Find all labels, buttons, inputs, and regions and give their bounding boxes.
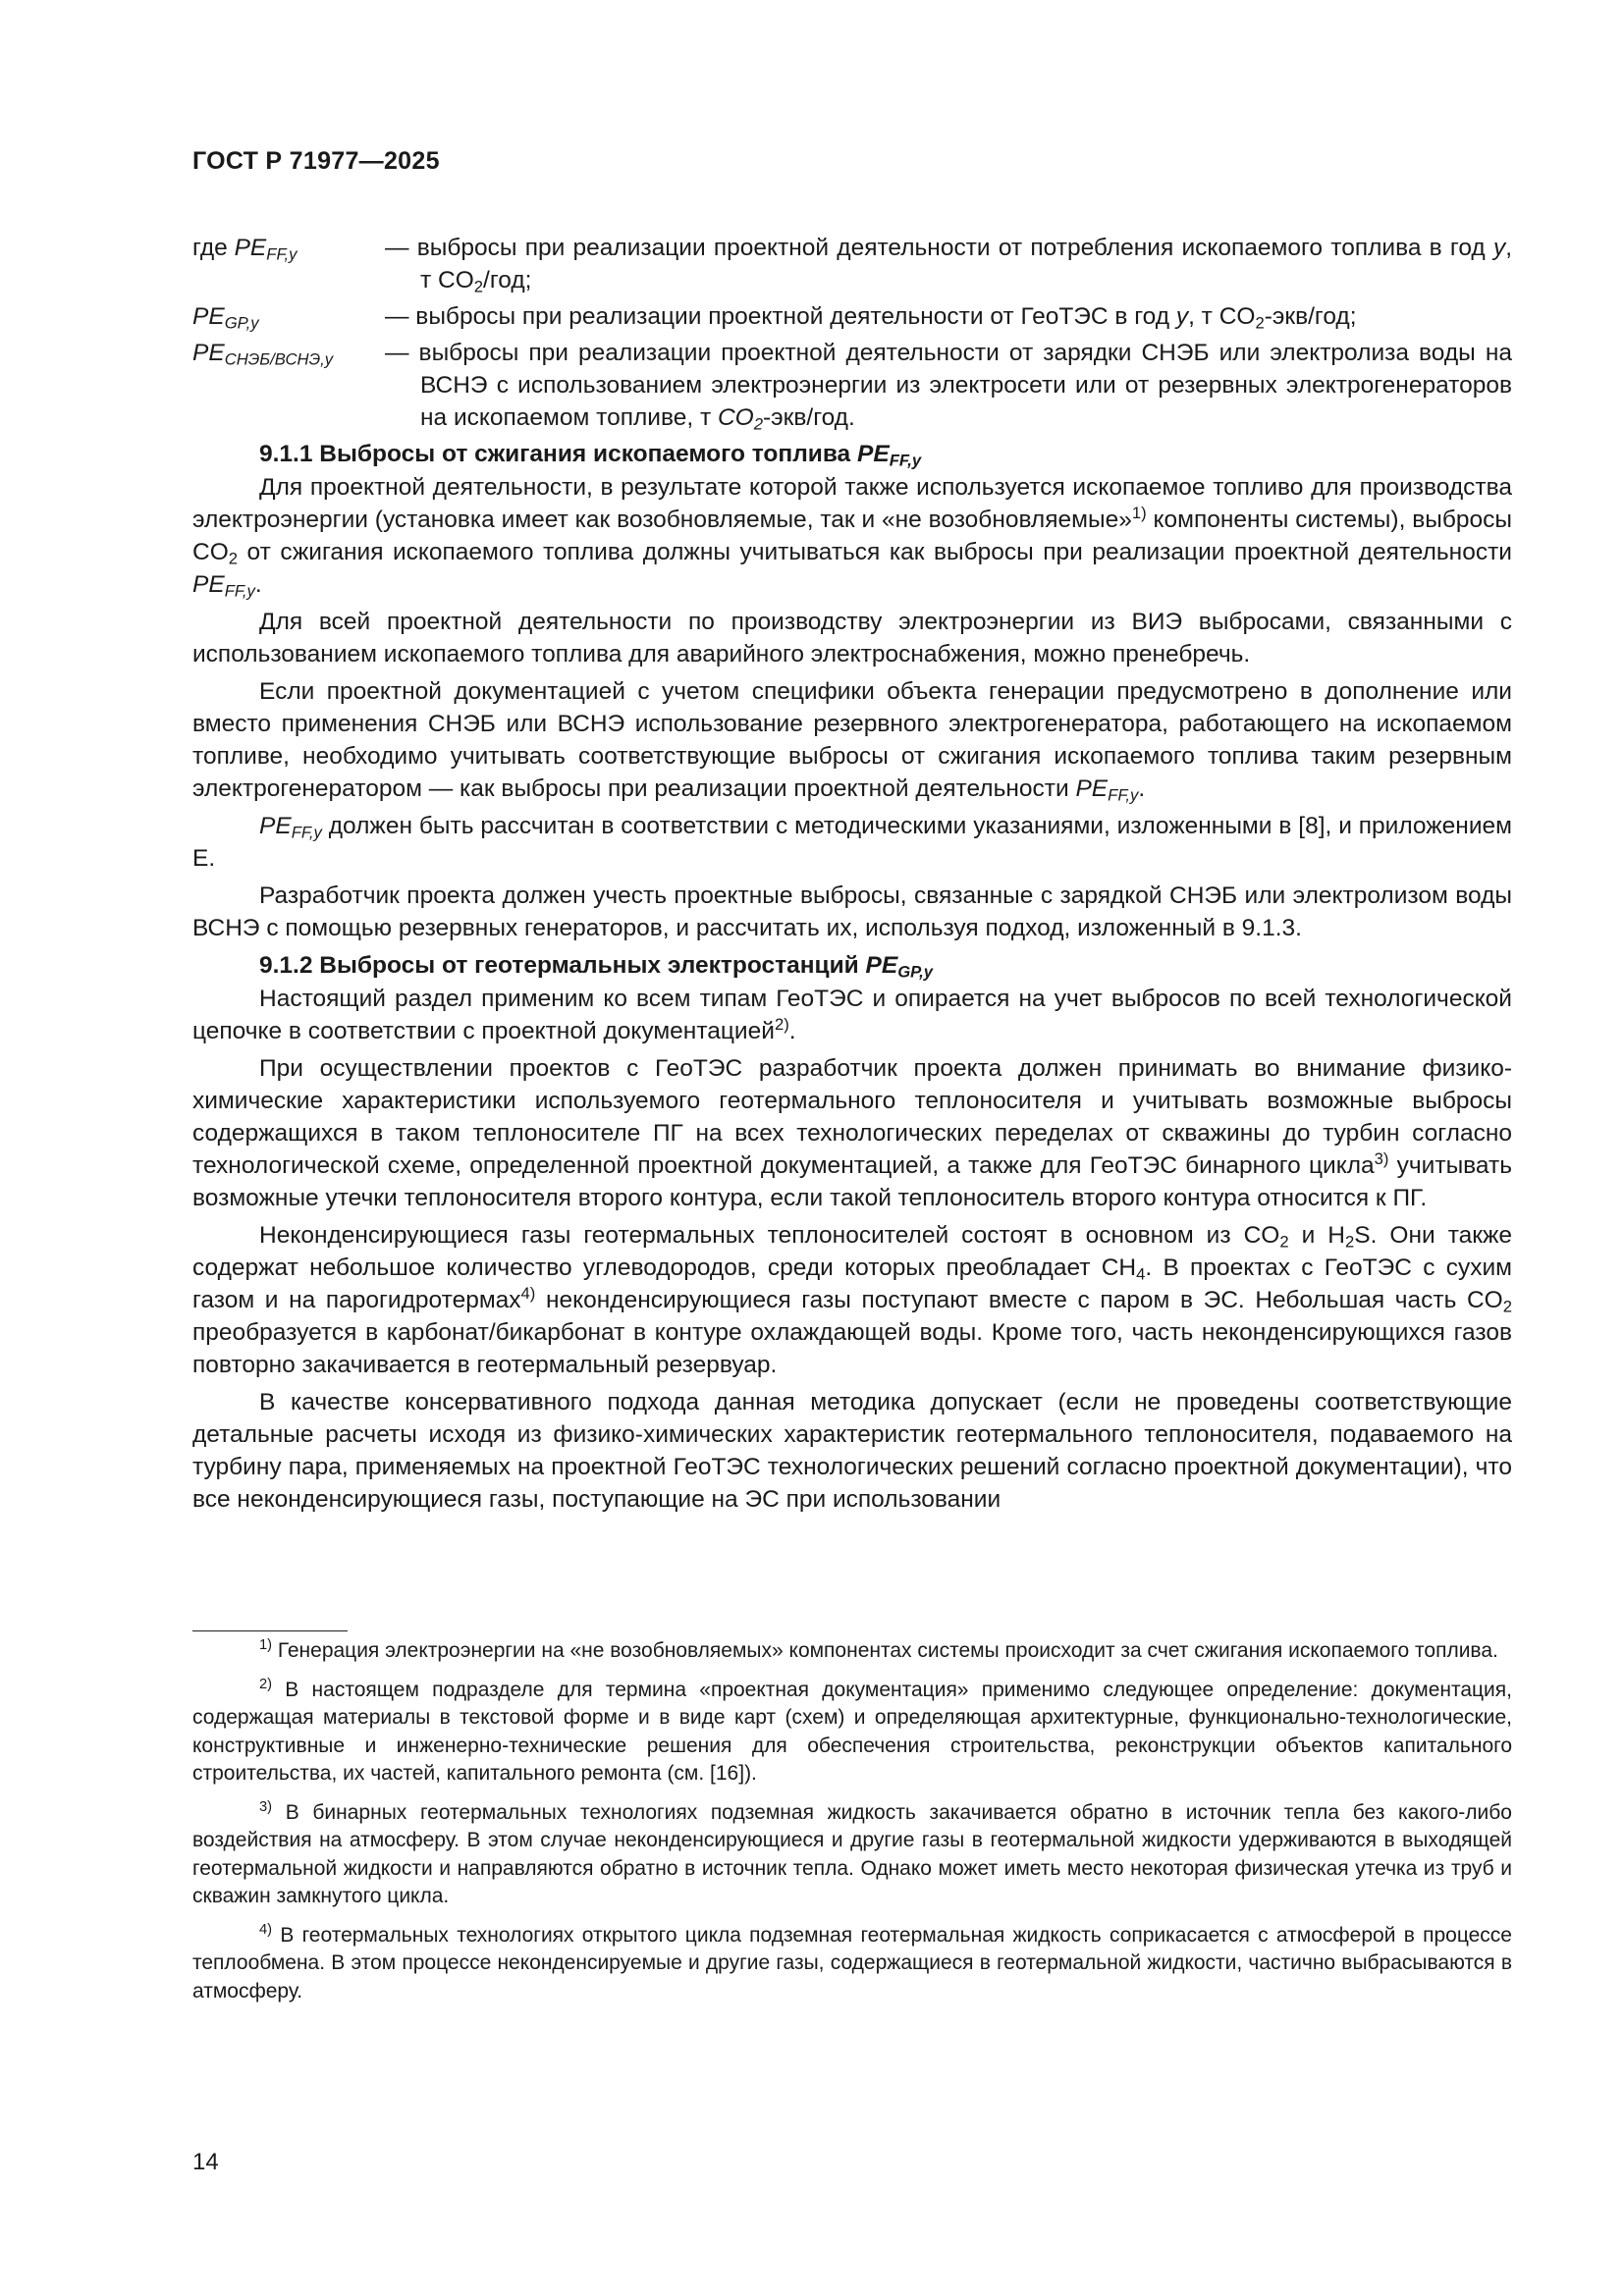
footnote-ref[interactable]: 2) xyxy=(774,1014,789,1034)
definition-row xyxy=(192,232,1512,296)
paragraph: При осуществлении проектов с ГеоТЭС разработчик проекта должен принимать во внимание физико-химические характеристики используемого геотермального теплоносителя и учитывать возможные выбросы содержащихся в таком теплоносителе ПГ на всех технологических переделах от скважины до турбин согласно технологической схеме, определенной проектной документацией, а также для ГеоТЭС бинарного цикла$^{3)}$ учитывать возможные утечки теплоносителя второго контура, если такой теплоноситель второго контура относится к ПГ. xyxy=(192,1055,1512,1211)
paragraph: Неконденсирующиеся газы геотермальных теплоносителей состоят в основном из $CO_2$ и $H_2S$. Они также содержат небольшое количество углеводородов, среди которых преобладает $CH_4$. В проектах с ГеоТЭС с сухим газом и на парогидротермах$^{4)}$ неконденсирующиеся газы поступают вместе с паром в ЭС. Небольшая часть $CO_2$ преобразуется в карбонат/бикарбонат в контуре охлаждающей воды. Кроме того, часть неконденсирующихся газов повторно закачивается в геотермальный резервуар. xyxy=(192,1222,1512,1378)
footnote-ref[interactable]: 3) xyxy=(1374,1148,1389,1168)
footnote-ref[interactable]: 1) xyxy=(1131,503,1147,522)
definition-symbol: $PE_{СНЭБ/ВСНЭ,y}$ xyxy=(192,340,334,369)
definition-row xyxy=(192,300,1512,333)
definition-symbol: где $PE_{FF,y}$ xyxy=(192,235,298,264)
paragraph: В качестве консервативного подхода данная методика допускает (если не проведены соответствующие детальные расчеты исходя из физико-химических характеристик геотермального теплоносителя, подаваемого на турбину пара, применяемых на проектной ГеоТЭС технологических решений согласно проектной документации), что все неконденсирующиеся газы, поступающие на ЭС при использовании xyxy=(192,1389,1512,1513)
definition-text: — выбросы при реализации проектной деятельности от ГеоТЭС в год y, т $CO_2-экв$/год; xyxy=(385,303,1357,333)
definition-text: — выбросы при реализации проектной деятельности от потребления ископаемого топлива в год y, т $CO_2$/год; xyxy=(385,235,1512,296)
footnote: $^{2)}$ В настоящем подразделе для термина «проектная документация» применимо следующее определение: документация, содержащая материалы в текстовой форме и в виде карт (схем) и определяющая архитектурные, функционально-технологические, конструктивные и инженерно-технические решения для обеспечения строительства, реконструкции объектов капитального строительства, их частей, капитального ремонта (см. [16]). xyxy=(192,1676,1512,1785)
definition-row xyxy=(192,337,1512,434)
section-heading-9-1-1: 9.1.1 Выбросы от сжигания ископаемого топлива $PE_{FF,y}$ xyxy=(259,441,922,470)
document-header: ГОСТ Р 71977—2025 xyxy=(192,147,440,175)
paragraph: Настоящий раздел применим ко всем типам ГеоТЭС и опирается на учет выбросов по всей технологической цепочке в соответствии с проектной документацией$^{2)}$. xyxy=(192,986,1512,1044)
footnote-ref[interactable]: 4) xyxy=(520,1283,536,1303)
footnotes xyxy=(192,1637,1512,2016)
definition-symbol: $PE_{GP,y}$ xyxy=(192,303,259,333)
paragraph: Если проектной документацией с учетом специфики объекта генерации предусмотрено в дополнение или вместо применения СНЭБ или ВСНЭ использование резервного электрогенератора, работающего на ископаемом топливе, необходимо учитывать соответствующие выбросы от сжигания ископаемого топлива таким резервным электрогенератором — как выбросы при реализации проектной деятельности $PE_{FF,y}$. xyxy=(192,678,1512,805)
paragraph: Для всей проектной деятельности по производству электроэнергии из ВИЭ выбросами, связанными с использованием ископаемого топлива для аварийного электроснабжения, можно пренебречь. xyxy=(192,609,1512,667)
footnote: $^{3)}$ В бинарных геотермальных технологиях подземная жидкость закачивается обратно в источник тепла без какого-либо воздействия на атмосферу. В этом случае неконденсирующиеся и другие газы в геотермальной жидкости удерживаются в выходящей геотермальной жидкости и направляются обратно в источник тепла. Однако может иметь место некоторая физическая утечка из труб и скважин замкнутого цикла. xyxy=(192,1798,1512,1907)
section-heading-9-1-2: 9.1.2 Выбросы от геотермальных электростанций $PE_{GP,y}$ xyxy=(259,952,934,982)
footnote: $^{4)}$ В геотермальных технологиях открытого цикла подземная геотермальная жидкость соприкасается с атмосферой в процессе теплообмена. В этом процессе неконденсируемые и другие газы, содержащиеся в геотермальной жидкости, частично выбрасываются в атмосферу. xyxy=(192,1921,1512,2002)
definition-text: — выбросы при реализации проектной деятельности от зарядки СНЭБ или электролиза воды на ВСНЭ с использованием электроэнергии из электросети или от резервных электрогенераторов на ископаемом топливе, т $CO_2-экв$/год. xyxy=(385,340,1512,434)
main-text xyxy=(192,232,1512,1521)
footnote: $^{1)}$ Генерация электроэнергии на «не возобновляемых» компонентах системы происходит за счет сжигания ископаемого топлива. xyxy=(259,1636,1498,1662)
paragraph: Для проектной деятельности, в результате которой также используется ископаемое топливо для производства электроэнергии (установка имеет как возобновляемые, так и «не возобновляемые»$^{1)}$ компоненты системы), выбросы $CO_2$ от сжигания ископаемого топлива должны учитываться как выбросы при реализации проектной деятельности $PE_{FF,y}$. xyxy=(192,474,1512,601)
page-number: 14 xyxy=(192,2149,219,2175)
paragraph: Разработчик проекта должен учесть проектные выбросы, связанные с зарядкой СНЭБ или электролизом воды ВСНЭ с помощью резервных генераторов, и рассчитать их, используя подход, изложенный в 9.1.3. xyxy=(192,882,1512,941)
footnote-divider xyxy=(192,1630,348,1631)
paragraph: $PE_{FF,y}$ должен быть рассчитан в соответствии с методическими указаниями, изложенными в [8], и приложением Е. xyxy=(192,813,1512,872)
